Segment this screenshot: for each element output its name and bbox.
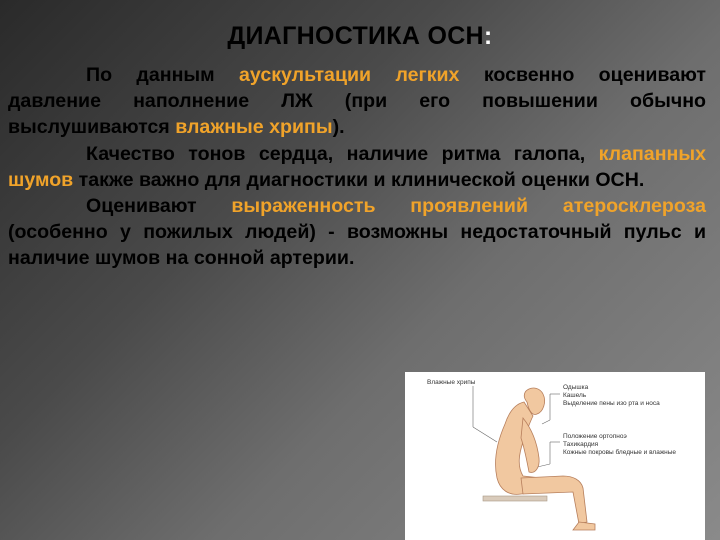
title-text: ДИАГНОСТИКА ОСН	[227, 22, 484, 50]
label-wet-rales: Влажные хрипы	[427, 379, 476, 386]
paragraph-atherosclerosis	[8, 193, 706, 272]
highlight-wet-rales: влажные хрипы	[175, 116, 333, 139]
text-run: Оценивают	[86, 195, 232, 218]
title-colon: :	[483, 22, 493, 50]
label-cough: Кашель	[563, 392, 587, 399]
highlight-auscultation: аускультации легких	[239, 64, 460, 86]
paragraph-heart-sounds	[8, 141, 706, 193]
highlight-atherosclerosis: выраженность проявлений атеросклероза	[231, 195, 706, 218]
orthopnea-illustration	[405, 372, 705, 540]
text-run: Качество тонов сердца, наличие ритма галопа,	[86, 142, 599, 165]
text-run: ).	[332, 116, 345, 139]
label-tachycardia: Тахикардия	[563, 441, 599, 448]
slide-title	[0, 22, 720, 51]
label-pale-moist-skin: Кожные покровы бледные и влажные	[563, 449, 677, 456]
text-run: косвенно оценивают давление наполнение ЛЖ (при его повышении обычно выслушиваются	[8, 64, 706, 139]
slide-body	[8, 62, 706, 272]
text-run: (особенно у пожилых людей) - возможны недостаточный пульс и наличие шумов на сонной артерии.	[8, 221, 706, 270]
seated-patient-figure	[405, 372, 705, 540]
highlight-valve-murmurs: клапанных шумов	[8, 142, 706, 191]
text-run: По данным	[86, 64, 240, 86]
label-orthopnea: Положение ортопноэ	[563, 433, 627, 440]
paragraph-auscultation	[8, 62, 706, 141]
label-dyspnea: Одышка	[563, 384, 589, 391]
text-run: также важно для диагностики и клинической оценки ОСН.	[73, 168, 645, 191]
label-foam: Выделение пены изо рта и носа	[563, 400, 660, 407]
